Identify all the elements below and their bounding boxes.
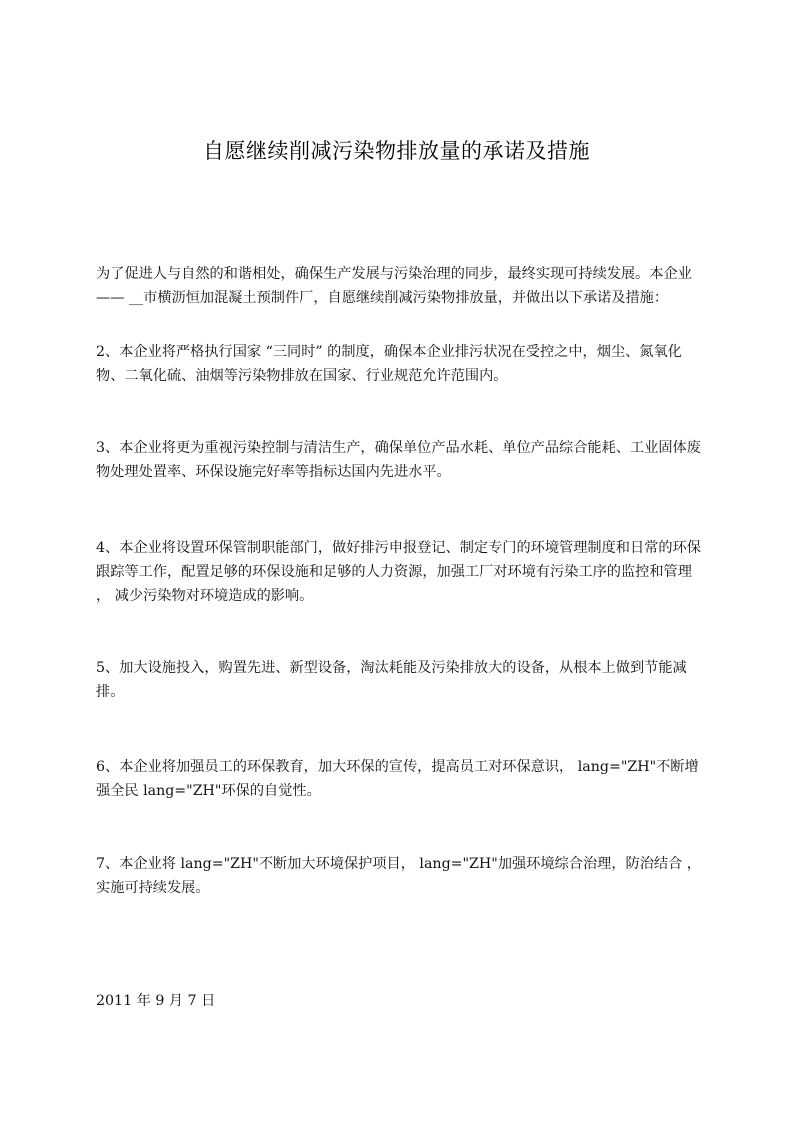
document-title: 自愿继续削减污染物排放量的承诺及措施 (203, 139, 590, 163)
commitment-6: 6、本企业将加强员工的环保教育，加大环保的宣传，提高员工对环保意识， lang="ZH"不断增强全民 lang="ZH"环保的自觉性。 (96, 759, 699, 799)
commitment-7: 7、本企业将 lang="ZH"不断加大环境保护项目， lang="ZH"加强环境综合治理，防治结合 ， 实施可持续发展。 (96, 856, 701, 896)
commitment-4: 4、本企业将设置环保管制职能部门，做好排污申报登记、制定专门的环境管理制度和日常的环保跟踪等工作，配置足够的环保设施和足够的人力资源，加强工厂对环境有污染工序的监控和管理 ， 减少污染物对环境造成的影响。 (96, 540, 701, 604)
intro-paragraph: 为了促进人与自然的和谐相处，确保生产发展与污染治理的同步，最终实现可持续发展。本企业—— __市横沥恒加混凝土预制件厂，自愿继续削减污染物排放量，并做出以下承诺及措施： (96, 266, 692, 306)
commitment-5: 5、加大设施投入，购置先进、新型设备，淘汰耗能及污染排放大的设备，从根本上做到节能减排。 (96, 660, 687, 700)
document-date: 2011 年 9 月 7 日 (96, 993, 216, 1009)
commitment-2: 2、本企业将严格执行国家 “三同时” 的制度，确保本企业排污状况在受控之中，烟尘、氮氧化物、二氧化硫、油烟等污染物排放在国家、行业规范允许范围内。 (96, 344, 682, 384)
commitment-3: 3、本企业将更为重视污染控制与清洁生产，确保单位产品水耗、单位产品综合能耗、工业固体废物处理处置率、环保设施完好率等指标达国内先进水平。 (96, 440, 701, 480)
